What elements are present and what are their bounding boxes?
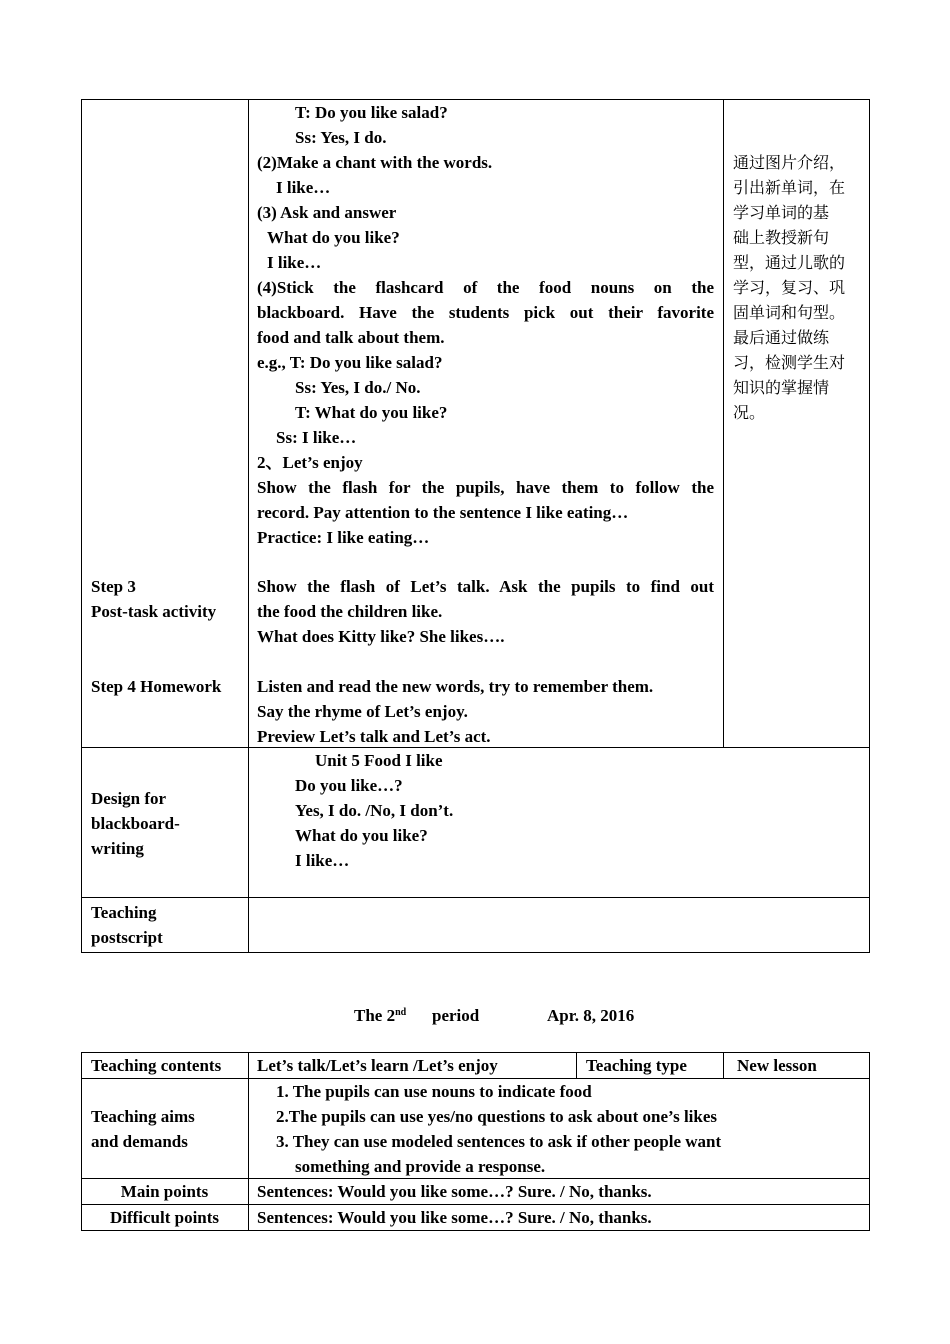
- remark-line: 知识的掌握情: [733, 378, 830, 397]
- procedure-line: Show the flash of Let’s talk. Ask the pupils to find out: [257, 577, 714, 596]
- remark-line: 学习单词的基: [733, 203, 830, 222]
- aim-item: 2.The pupils can use yes/no questions to ask about one’s likes: [276, 1107, 718, 1126]
- period-number: The 2: [354, 1006, 396, 1025]
- remark-line: 学习，复习、巩: [733, 278, 846, 297]
- procedure-line: I like…: [267, 253, 322, 272]
- period-heading: [354, 1003, 406, 1028]
- type-value: New lesson: [737, 1056, 817, 1075]
- procedure-line: (4)Stick the flashcard of the food nouns on the: [257, 278, 714, 297]
- aims-label-line: Teaching aims: [91, 1107, 195, 1126]
- procedure-line: T: What do you like?: [295, 403, 448, 422]
- design-label-line: writing: [91, 839, 144, 858]
- procedure-line: blackboard. Have the students pick out their favorite: [257, 303, 714, 322]
- lesson-date: Apr. 8, 2016: [547, 1006, 635, 1025]
- aim-item: something and provide a response.: [295, 1157, 546, 1176]
- type-label: Teaching type: [586, 1056, 687, 1075]
- step3-subtitle: Post-task activity: [91, 602, 217, 621]
- remark-line: 习，检测学生对: [733, 353, 846, 372]
- difficult-points-label: Difficult points: [109, 1208, 220, 1227]
- blackboard-line: Unit 5 Food I like: [315, 751, 443, 770]
- period-ordinal: nd: [395, 1007, 407, 1018]
- remark-line: 引出新单词，在: [733, 178, 846, 197]
- remark-line: 固单词和句型。: [733, 303, 846, 322]
- procedure-line: What does Kitty like? She likes….: [257, 627, 505, 646]
- contents-value: Let’s talk/Let’s learn /Let’s enjoy: [257, 1056, 498, 1075]
- step4-title: Step 4 Homework: [91, 677, 222, 696]
- remark-line: 况。: [733, 403, 766, 422]
- procedure-line: Preview Let’s talk and Let’s act.: [257, 727, 491, 746]
- procedure-line: Ss: I like…: [276, 428, 357, 447]
- procedure-line: Say the rhyme of Let’s enjoy.: [257, 702, 468, 721]
- step3-title: Step 3: [91, 577, 136, 596]
- procedure-line: food and talk about them.: [257, 328, 445, 347]
- remark-line: 础上教授新句: [733, 228, 830, 247]
- period-word: period: [432, 1006, 480, 1025]
- procedure-line: Show the flash for the pupils, have them to follow the: [257, 478, 714, 497]
- design-label-line: blackboard-: [91, 814, 180, 833]
- procedure-line: Listen and read the new words, try to remember them.: [257, 677, 654, 696]
- aims-label-line: and demands: [91, 1132, 188, 1151]
- blackboard-line: What do you like?: [295, 826, 428, 845]
- main-points-label: Main points: [120, 1182, 209, 1201]
- remark-line: 通过图片介绍，: [733, 153, 846, 172]
- procedure-line: 2、Let’s enjoy: [257, 453, 363, 472]
- contents-label: Teaching contents: [91, 1056, 222, 1075]
- blackboard-line: Yes, I do. /No, I don’t.: [295, 801, 454, 820]
- aim-item: 3. They can use modeled sentences to ask if other people want: [276, 1132, 722, 1151]
- procedure-line: e.g., T: Do you like salad?: [257, 353, 443, 372]
- procedure-line: Ss: Yes, I do./ No.: [295, 378, 421, 397]
- procedure-line: T: Do you like salad?: [295, 103, 448, 122]
- difficult-points-value: Sentences: Would you like some…? Sure. / No, thanks.: [257, 1208, 652, 1227]
- procedure-line: record. Pay attention to the sentence I like eating…: [257, 503, 629, 522]
- procedure-line: I like…: [276, 178, 331, 197]
- blackboard-line: Do you like…?: [295, 776, 403, 795]
- procedure-line: (2)Make a chant with the words.: [257, 153, 493, 172]
- remark-line: 型，通过儿歌的: [733, 253, 846, 272]
- postscript-label-line: postscript: [91, 928, 163, 947]
- procedure-line: Practice: I like eating…: [257, 528, 430, 547]
- main-points-value: Sentences: Would you like some…? Sure. / No, thanks.: [257, 1182, 652, 1201]
- postscript-label-line: Teaching: [91, 903, 157, 922]
- procedure-line: What do you like?: [267, 228, 400, 247]
- procedure-line: Ss: Yes, I do.: [295, 128, 387, 147]
- procedure-line: (3) Ask and answer: [257, 203, 397, 222]
- remark-line: 最后通过做练: [733, 328, 830, 347]
- aim-item: 1. The pupils can use nouns to indicate food: [276, 1082, 592, 1101]
- design-label-line: Design for: [91, 789, 167, 808]
- blackboard-line: I like…: [295, 851, 350, 870]
- procedure-line: the food the children like.: [257, 602, 443, 621]
